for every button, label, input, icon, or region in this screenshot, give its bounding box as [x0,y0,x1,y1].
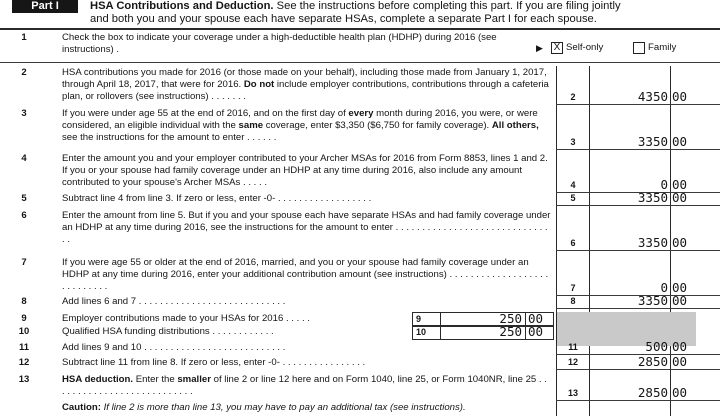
arrow-icon: ▶ [536,43,543,53]
line-7-text: If you were age 55 or older at the end of 2016, married, and you or your spouse had family coverage under an HDHP at any time during 2016, enter your additional contribution amount (see instructions) . . . . . . . . . . . . . . . . . . . . . . . . . . . . [62,257,549,293]
line-9-cents[interactable]: 00 [528,311,544,326]
caution-label: Caution: [62,402,101,413]
line-number: 10 [18,326,30,337]
part-title [90,0,621,13]
line-9-text: Employer contributions made to your HSAs for 2016 . . . . . [62,313,310,324]
line-13-cents[interactable]: 00 [672,385,688,400]
line-4-amount[interactable]: 0 [660,177,668,192]
family-label: Family [648,42,677,53]
line-number: 8 [21,296,27,307]
line-10-text: Qualified HSA funding distributions . . . . . . . . . . . . [62,326,274,337]
line-number: 6 [21,210,27,221]
sub-box-divider [440,312,441,326]
row-divider [556,205,720,206]
line-10-cents[interactable]: 00 [528,324,544,339]
line-number: 9 [21,313,27,324]
header-rule [0,28,720,30]
line-7-cents[interactable]: 00 [672,280,688,295]
row-divider [556,250,720,251]
line-2-cents[interactable]: 00 [672,89,688,104]
row-divider [556,369,720,370]
row-divider [556,104,720,105]
line-6-box-label: 6 [570,238,576,248]
line-4-box-label: 4 [570,180,576,190]
line-number: 11 [18,342,30,353]
line-3-box-label: 3 [570,137,576,147]
line-6-text: Enter the amount from line 5. But if you and your spouse each have separate HSAs and had family coverage under an HDHP at any time during 2016, see the instructions for the amount to enter . . . . . . . . . . . . . . . . . . . . . . . . . . . . . . . [62,210,551,246]
line-6-amount[interactable]: 3350 [637,235,668,250]
line-12-cents[interactable]: 00 [672,354,688,369]
line-number: 13 [18,374,30,385]
line-6-cents[interactable]: 00 [672,235,688,250]
line-11-text: Add lines 9 and 10 . . . . . . . . . . . . . . . . . . . . . . . . . . . [62,342,286,353]
line-8-text: Add lines 6 and 7 . . . . . . . . . . . . . . . . . . . . . . . . . . . . [62,296,286,307]
family-checkbox[interactable] [633,42,645,54]
line-4-text: Enter the amount you and your employer contributed to your Archer MSAs for 2016 from Form 8853, lines 1 and 2. If you or your spouse had family coverage under an HDHP at any time during 2016, also include any amount contributed to your spouse's Archer MSAs . . . . . [62,153,548,189]
line-9-amount[interactable]: 250 [499,311,522,326]
cents-divider [670,66,671,416]
line-7-amount[interactable]: 0 [660,280,668,295]
part-title-bold: HSA Contributions and Deduction. [90,0,274,12]
part-label: Part I [12,0,78,13]
line-number: 2 [21,67,27,78]
line-11-amount[interactable]: 500 [645,339,668,354]
line-3-amount[interactable]: 3350 [637,134,668,149]
line-9-sub-box-label: 9 [416,314,422,324]
line-1-text: Check the box to indicate your coverage under a high-deductible health plan (HDHP) during 2016 (see instructions) . [62,32,497,56]
line-number: 1 [21,32,27,43]
line-2-amount[interactable]: 4350 [637,89,668,104]
line-5-cents[interactable]: 00 [672,190,688,205]
sub-box-cents-divider [525,325,526,339]
line-13-amount[interactable]: 2850 [637,385,668,400]
row-divider [556,400,720,401]
row-divider [0,62,720,63]
line-3-cents[interactable]: 00 [672,134,688,149]
self-only-label: Self-only [566,42,604,53]
line-10-amount[interactable]: 250 [499,324,522,339]
line-2-box-label: 2 [570,92,576,102]
self-only-checkbox[interactable]: X [551,42,563,54]
line-13-box-label: 13 [567,388,578,398]
caution-message: If line 2 is more than line 13, you may have to pay an additional tax (see instructions). [100,402,466,413]
sub-box-cents-divider [525,312,526,326]
caution-text [62,402,582,414]
line-number: 12 [18,357,30,368]
line-8-amount[interactable]: 3350 [637,293,668,308]
line-11-cents[interactable]: 00 [672,339,688,354]
line-11-box-label: 11 [568,342,578,352]
line-8-box-label: 8 [570,296,576,306]
line-12-box-label: 12 [567,357,578,367]
line-2-text: HSA contributions you made for 2016 (or those made on your behalf), including those made from January 1, 2017, through April 18, 2017, that were for 2016. Do not include employer contributions, contributions through a cafeteria plan, or rollovers (see instructions) . . . . . . . [62,67,549,103]
line-12-text: Subtract line 11 from line 8. If zero or less, enter -0- . . . . . . . . . . . . . . . . [62,357,366,368]
part-title-rest: See the instructions before completing this part. If you are filing jointly [273,0,621,12]
line-number: 5 [21,193,27,204]
row-divider [556,308,720,309]
line-4-cents[interactable]: 00 [672,177,688,192]
line-7-box-label: 7 [570,283,576,293]
line-5-box-label: 5 [570,193,576,203]
line-number: 3 [21,108,27,119]
sub-box-divider [440,325,441,339]
line-3-text: If you were under age 55 at the end of 2016, and on the first day of every month during 2016, you were, or were considered, an eligible individual with the same coverage, enter $3,350 ($6,750 for family coverage). All others, see the instructions for the amount to enter . . . . . . [62,108,539,144]
line-8-cents[interactable]: 00 [672,293,688,308]
line-5-amount[interactable]: 3350 [637,190,668,205]
line-10-sub-box-label: 10 [416,327,427,337]
row-divider [556,149,720,150]
line-13-text: HSA deduction. Enter the smaller of line 2 or line 12 here and on Form 1040, line 25, or Form 1040NR, line 25 . . . . . . . . . . . . . . . . . . . . . . . . . . . [62,374,547,398]
part-subtitle: and both you and your spouse each have separate HSAs, complete a separate Part I for each spouse. [90,13,597,25]
line-12-amount[interactable]: 2850 [637,354,668,369]
line-number: 7 [21,257,27,268]
line-number: 4 [21,153,27,164]
line-5-text: Subtract line 4 from line 3. If zero or less, enter -0- . . . . . . . . . . . . . . . . . . [62,193,372,204]
